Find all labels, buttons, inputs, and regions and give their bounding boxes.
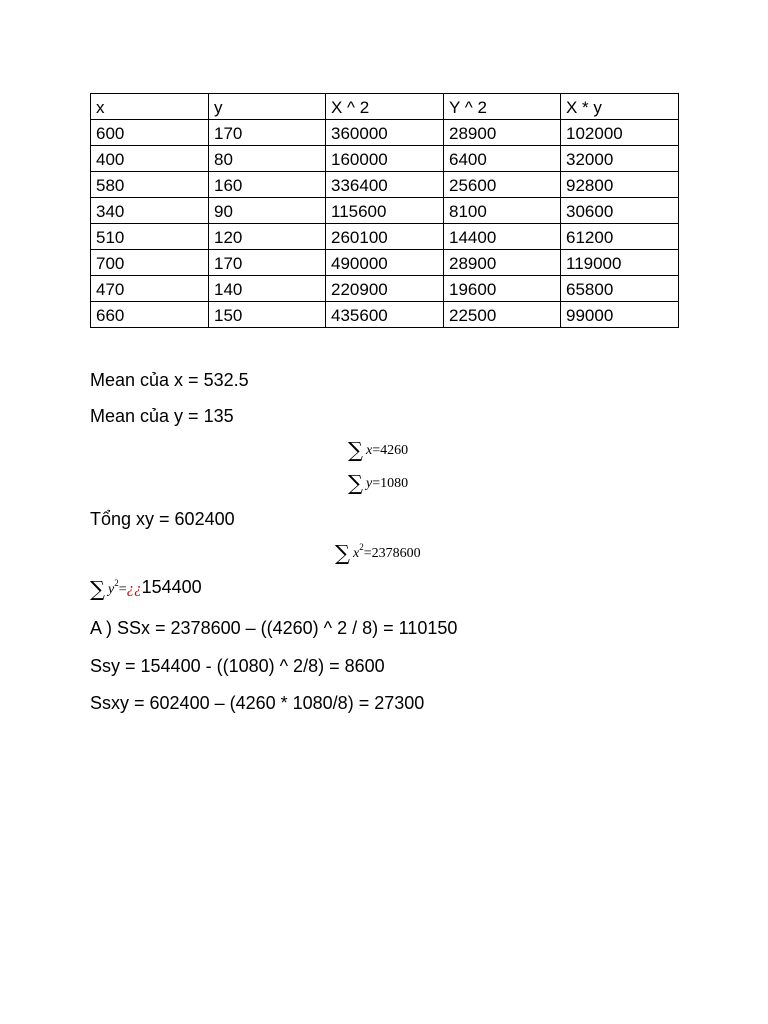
header-cell: X * y xyxy=(561,94,679,120)
table-cell: 400 xyxy=(91,146,209,172)
table-cell: 140 xyxy=(209,276,326,302)
table-cell: 25600 xyxy=(444,172,561,198)
table-cell: 260100 xyxy=(326,224,444,250)
formula-equals: = xyxy=(118,582,127,597)
table-cell: 580 xyxy=(91,172,209,198)
sigma-symbol: ∑ xyxy=(348,438,363,462)
ssxy-line: Ssxy = 602400 – (4260 * 1080/8) = 27300 xyxy=(90,693,425,713)
formula-exponent: 2 xyxy=(359,542,364,552)
table-cell: 80 xyxy=(209,146,326,172)
table-cell: 510 xyxy=(91,224,209,250)
mean-y-line: Mean của y = 135 xyxy=(90,406,234,426)
table-cell: 32000 xyxy=(561,146,679,172)
table-row xyxy=(91,146,679,172)
table-cell: 170 xyxy=(209,120,326,146)
formula-result: =1080 xyxy=(372,476,409,491)
table-cell: 490000 xyxy=(326,250,444,276)
table-cell: 8100 xyxy=(444,198,561,224)
table-cell: 170 xyxy=(209,250,326,276)
table-cell: 600 xyxy=(91,120,209,146)
table-cell: 360000 xyxy=(326,120,444,146)
table-row xyxy=(91,224,679,250)
table-cell: 99000 xyxy=(561,302,679,328)
table-cell: 19600 xyxy=(444,276,561,302)
header-cell: X ^ 2 xyxy=(326,94,444,120)
table-cell: 65800 xyxy=(561,276,679,302)
table-cell: 92800 xyxy=(561,172,679,198)
table-cell: 28900 xyxy=(444,250,561,276)
table-cell: 470 xyxy=(91,276,209,302)
sum-x2-formula xyxy=(335,543,421,564)
sum-x-formula xyxy=(348,440,408,461)
table-cell: 435600 xyxy=(326,302,444,328)
formula-result: =4260 xyxy=(372,443,409,458)
table-header-row xyxy=(91,94,679,120)
table-cell: 700 xyxy=(91,250,209,276)
table-cell: 119000 xyxy=(561,250,679,276)
table-row xyxy=(91,120,679,146)
error-placeholder: ¿¿ xyxy=(126,581,142,597)
table-cell: 120 xyxy=(209,224,326,250)
ssx-line: A ) SSx = 2378600 – ((4260) ^ 2 / 8) = 110150 xyxy=(90,618,458,638)
table-row xyxy=(91,276,679,302)
header-cell: x xyxy=(91,94,209,120)
table-cell: 115600 xyxy=(326,198,444,224)
table-cell: 30600 xyxy=(561,198,679,224)
table-cell: 22500 xyxy=(444,302,561,328)
formula-exponent: 2 xyxy=(114,578,119,588)
table-row xyxy=(91,172,679,198)
table-cell: 340 xyxy=(91,198,209,224)
header-cell: Y ^ 2 xyxy=(444,94,561,120)
sigma-symbol: ∑ xyxy=(335,541,350,565)
table-cell: 220900 xyxy=(326,276,444,302)
sigma-symbol: ∑ xyxy=(348,471,363,495)
formula-variable: x xyxy=(366,443,373,458)
formula-variable: x xyxy=(353,546,360,561)
table-cell: 160 xyxy=(209,172,326,198)
table-row xyxy=(91,250,679,276)
formula-variable: y xyxy=(108,582,115,597)
table-cell: 28900 xyxy=(444,120,561,146)
header-cell: y xyxy=(209,94,326,120)
table-cell: 102000 xyxy=(561,120,679,146)
formula-variable: y xyxy=(366,476,373,491)
formula-result: 154400 xyxy=(141,577,202,597)
table-cell: 160000 xyxy=(326,146,444,172)
table-cell: 6400 xyxy=(444,146,561,172)
table-cell: 336400 xyxy=(326,172,444,198)
tong-xy-line: Tổng xy = 602400 xyxy=(90,509,235,529)
data-table xyxy=(90,93,679,328)
table-row xyxy=(91,302,679,328)
table-cell: 660 xyxy=(91,302,209,328)
table-cell: 14400 xyxy=(444,224,561,250)
table-row xyxy=(91,198,679,224)
sum-y2-formula xyxy=(90,576,202,601)
mean-x-line: Mean của x = 532.5 xyxy=(90,370,249,390)
sigma-symbol: ∑ xyxy=(90,577,105,601)
table-cell: 90 xyxy=(209,198,326,224)
formula-result: =2378600 xyxy=(363,546,421,561)
ssy-line: Ssy = 154400 - ((1080) ^ 2/8) = 8600 xyxy=(90,656,385,676)
table-cell: 61200 xyxy=(561,224,679,250)
table-cell: 150 xyxy=(209,302,326,328)
sum-y-formula xyxy=(348,473,408,494)
